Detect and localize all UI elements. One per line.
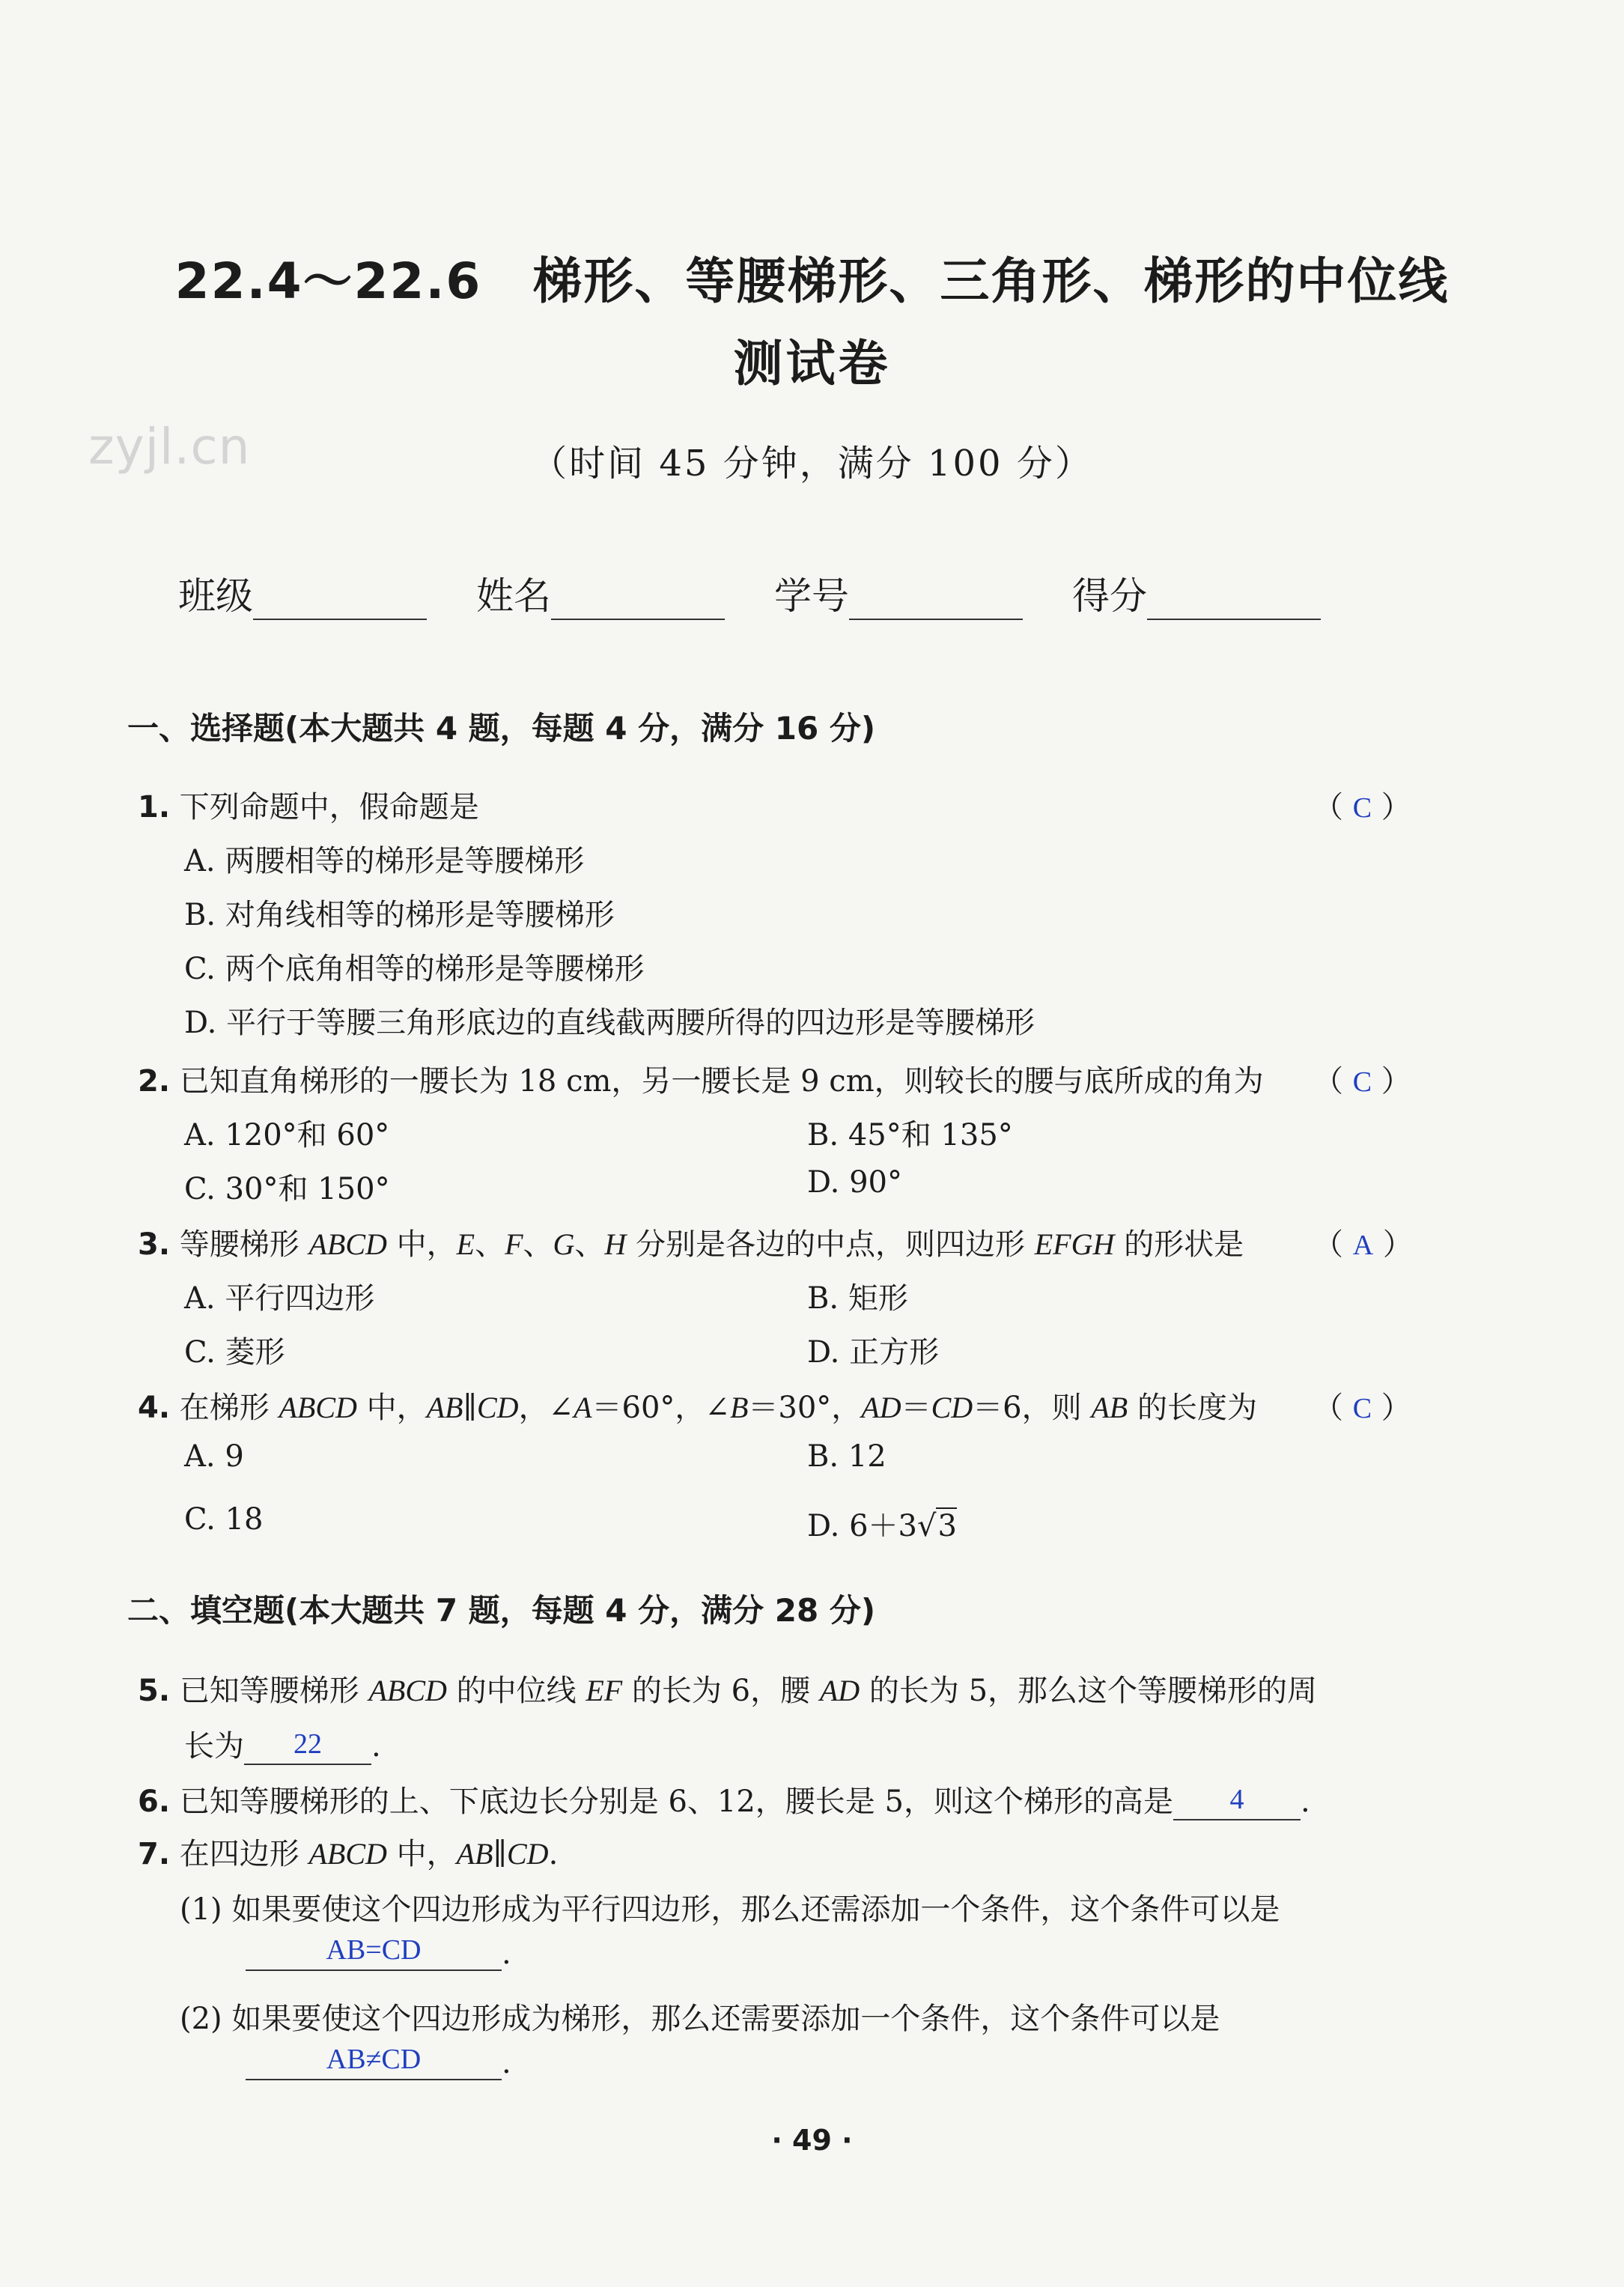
question-7-part2: (2) 如果要使这个四边形成为梯形，那么还需要添加一个条件，这个条件可以是 (180, 2002, 1220, 2036)
period: . (548, 1837, 559, 1871)
math-var: AB (426, 1391, 463, 1424)
answer-bracket-3: （ A ） (1313, 1227, 1413, 1262)
math-var: ABCD (279, 1391, 357, 1424)
math-var: F (505, 1227, 523, 1261)
math-var: H (604, 1227, 627, 1261)
name-label: 姓名 (476, 574, 551, 618)
math-var: AB (456, 1837, 493, 1871)
answer-2: C (1352, 1066, 1372, 1098)
math-var: AB (1091, 1391, 1128, 1424)
page-title-line2: 测试卷 (733, 335, 891, 392)
option-4b: B. 12 (807, 1439, 886, 1474)
question-7-part1: (1) 如果要使这个四边形成为平行四边形，那么还需添加一个条件，这个条件可以是 (180, 1892, 1280, 1927)
math-var: ABCD (308, 1837, 387, 1871)
score-label: 得分 (1072, 574, 1147, 618)
option-4c: C. 18 (184, 1502, 264, 1537)
question-7-part1-answer (246, 1935, 511, 1971)
option-4a: A. 9 (184, 1439, 244, 1474)
option-2d: D. 90° (807, 1165, 902, 1200)
student-id-label: 学号 (774, 574, 849, 618)
radicand: 3 (937, 1509, 957, 1543)
sqrt-symbol: √3 (916, 1509, 957, 1543)
question-number: 7. (138, 1837, 171, 1871)
question-text: 的中位线 (446, 1674, 586, 1708)
option-2a: A. 120°和 60° (184, 1118, 390, 1152)
answer-5-blank[interactable]: 22 (244, 1729, 371, 1765)
exam-subtitle: （时间 45 分钟，满分 100 分） (531, 443, 1093, 485)
question-text: 中， (356, 1391, 427, 1425)
question-6 (138, 1778, 1310, 1820)
class-blank[interactable] (253, 575, 427, 620)
question-4 (138, 1384, 1257, 1427)
student-info-row (178, 566, 1321, 620)
question-text: ＝6，则 (973, 1391, 1092, 1425)
answer-4: C (1352, 1393, 1372, 1424)
question-text: 的长度为 (1128, 1391, 1257, 1425)
question-text: 中， (386, 1227, 457, 1262)
question-text: 的长为 6，腰 (622, 1674, 820, 1708)
question-text: 下列命题中，假命题是 (179, 790, 479, 824)
period: . (371, 1729, 381, 1764)
math-var: E (456, 1227, 475, 1261)
class-label: 班级 (178, 574, 253, 618)
option-2c: C. 30°和 150° (184, 1172, 390, 1206)
option-3c: C. 菱形 (184, 1335, 285, 1370)
math-var: CD (506, 1837, 549, 1871)
question-1 (138, 783, 479, 826)
question-text: ＝60°，∠ (591, 1391, 730, 1425)
question-number: 2. (138, 1064, 171, 1099)
section-heading-choice: 一、选择题(本大题共 4 题，每题 4 分，满分 16 分) (127, 710, 876, 747)
question-text: 中， (386, 1837, 457, 1871)
question-2 (138, 1057, 1264, 1100)
question-number: 4. (138, 1391, 171, 1425)
option-3a: A. 平行四边形 (184, 1281, 375, 1316)
question-text: 已知等腰梯形的上、下底边长分别是 6、12，腰长是 5，则这个梯形的高是 (179, 1785, 1173, 1819)
option-1d: D. 平行于等腰三角形底边的直线截两腰所得的四边形是等腰梯形 (184, 1006, 1035, 1040)
question-text: ＝ (901, 1391, 931, 1425)
question-text: 在四边形 (179, 1837, 309, 1871)
math-var: AD (819, 1674, 860, 1707)
question-7-part2-answer (246, 2044, 511, 2080)
question-text: 在梯形 (179, 1391, 279, 1425)
name-blank[interactable] (551, 575, 725, 620)
student-id-blank[interactable] (849, 575, 1023, 620)
answer-bracket-1: （ C ） (1313, 790, 1411, 824)
answer-bracket-2: （ C ） (1313, 1064, 1411, 1099)
period: . (502, 1937, 511, 1971)
question-5 (138, 1667, 1317, 1710)
math-var: G (553, 1227, 575, 1261)
option-1c: C. 两个底角相等的梯形是等腰梯形 (184, 952, 645, 986)
answer-7-2-blank[interactable]: AB≠CD (246, 2044, 502, 2080)
question-number: 6. (138, 1785, 171, 1819)
question-3 (138, 1221, 1244, 1263)
answer-7-1-blank[interactable]: AB=CD (246, 1935, 502, 1971)
math-var: EFGH (1034, 1227, 1115, 1261)
question-text: 、 (475, 1227, 505, 1262)
answer-1: C (1352, 792, 1372, 824)
option-1b: B. 对角线相等的梯形是等腰梯形 (184, 898, 615, 932)
option-3d: D. 正方形 (807, 1335, 940, 1370)
math-var: CD (931, 1391, 973, 1424)
question-text: 已知直角梯形的一腰长为 18 cm，另一腰长是 9 cm，则较长的腰与底所成的角为 (179, 1064, 1264, 1099)
math-var: B (729, 1391, 749, 1424)
question-text: 长为 (184, 1729, 244, 1764)
section-heading-fill: 二、填空题(本大题共 7 题，每题 4 分，满分 28 分) (127, 1592, 876, 1629)
question-text: 的长为 5，那么这个等腰梯形的周 (860, 1674, 1318, 1708)
math-var: ABCD (308, 1227, 387, 1261)
option-4d (807, 1502, 957, 1545)
question-number: 3. (138, 1227, 171, 1262)
math-var: AD (861, 1391, 901, 1424)
question-text: 、 (523, 1227, 553, 1262)
parallel-symbol: ∥ (493, 1837, 507, 1871)
parallel-symbol: ∥ (463, 1391, 477, 1425)
question-text: 分别是各边的中点，则四边形 (626, 1227, 1035, 1262)
period: . (1300, 1785, 1310, 1819)
option-1a: A. 两腰相等的梯形是等腰梯形 (184, 844, 585, 878)
question-text: 已知等腰梯形 (179, 1674, 369, 1708)
score-blank[interactable] (1147, 575, 1321, 620)
page-number: · 49 · (771, 2124, 853, 2157)
question-5-line2 (184, 1722, 381, 1765)
math-var: ABCD (368, 1674, 447, 1707)
math-var: EF (586, 1674, 623, 1707)
answer-bracket-4: （ C ） (1313, 1391, 1411, 1425)
page-title: 22.4～22.6 梯形、等腰梯形、三角形、梯形的中位线 (174, 252, 1450, 310)
question-text: 等腰梯形 (179, 1227, 309, 1262)
answer-6-blank[interactable]: 4 (1173, 1785, 1301, 1820)
answer-3: A (1352, 1230, 1374, 1261)
question-7 (138, 1830, 558, 1873)
watermark: zyjl.cn (88, 418, 251, 476)
period: . (502, 2046, 511, 2080)
math-var: CD (476, 1391, 519, 1424)
option-2b: B. 45°和 135° (807, 1118, 1013, 1152)
question-number: 5. (138, 1674, 171, 1708)
question-text: 、 (574, 1227, 605, 1262)
question-text: ＝30°， (748, 1391, 862, 1425)
question-text: 的形状是 (1114, 1227, 1244, 1262)
option-text: D. 6＋3 (807, 1509, 917, 1543)
math-var: A (574, 1391, 592, 1424)
option-3b: B. 矩形 (807, 1281, 908, 1316)
question-number: 1. (138, 790, 171, 824)
question-text: ，∠ (518, 1391, 574, 1425)
